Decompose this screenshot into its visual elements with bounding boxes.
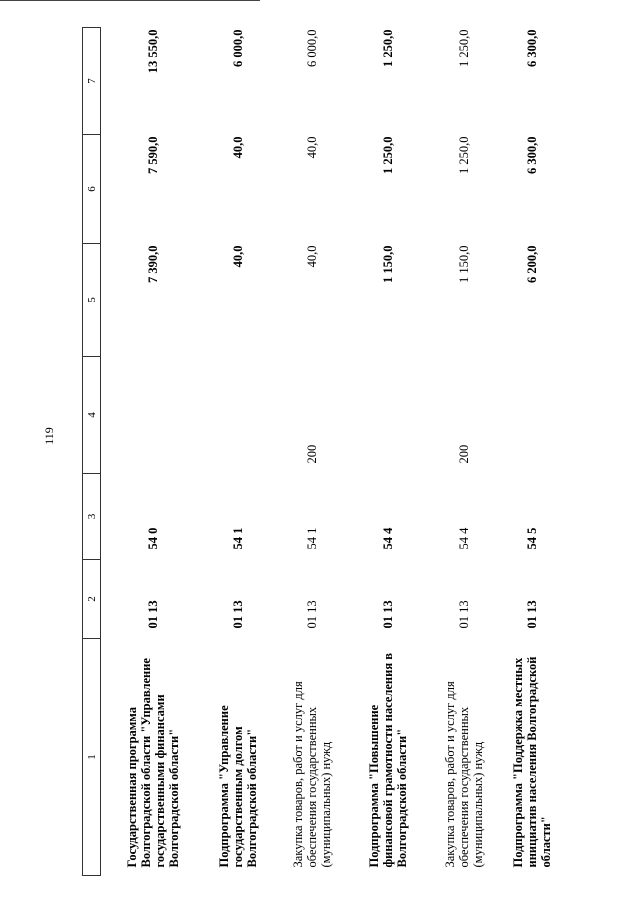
row-type [350,357,426,474]
row-value-7: 1 250,0 [457,29,471,67]
row-code: 54 4 [457,527,471,550]
row-section: 01 13 [146,600,160,629]
budget-table [82,27,562,876]
header-col-3: 3 [83,474,101,560]
top-rule [0,0,260,1]
row-type: 200 [305,444,319,464]
row-value-6: 40,0 [305,136,319,159]
header-col-1: 1 [83,639,101,876]
row-name: Подпрограмма "Поддержка местных инициатив населения Волгоградской области" [511,656,553,868]
row-value-5: 1 150,0 [457,245,471,283]
row-code: 54 5 [525,527,539,550]
row-section: 01 13 [230,600,245,629]
row-value-5: 40,0 [230,245,245,268]
row-section: 01 13 [525,600,539,629]
header-col-7: 7 [83,28,101,135]
row-code: 54 4 [381,527,395,550]
row-name: Подпрограмма "Повышение финансовой грамотности населения в Волгоградской области" [367,653,409,868]
header-col-6: 6 [83,135,101,244]
row-value-7: 13 550,0 [146,29,160,74]
row-code: 54 0 [146,527,160,550]
row-type [502,357,562,474]
row-type [201,357,274,474]
row-section: 01 13 [305,600,319,629]
table-row [274,28,350,876]
row-value-5: 1 150,0 [381,245,395,283]
row-code: 54 1 [230,527,245,550]
row-name: Закупка товаров, работ и услуг для обеспечения государственных (муниципальных) нужд [291,681,333,868]
row-value-7: 6 000,0 [230,29,245,67]
row-value-5: 40,0 [305,245,319,268]
row-value-7: 6 000,0 [305,29,319,67]
table-row [426,28,502,876]
table-row [502,28,562,876]
row-value-6: 7 590,0 [146,136,160,174]
row-value-7: 6 300,0 [525,29,539,67]
row-section: 01 13 [457,600,471,629]
table-row [350,28,426,876]
header-col-5: 5 [83,244,101,357]
table-row [101,28,202,876]
row-name: Государственная программа Волгоградской области "Управление государственными финансами Волгоградской области" [125,658,181,868]
row-value-6: 1 250,0 [381,136,395,174]
row-section: 01 13 [381,600,395,629]
table-row [201,28,274,876]
header-row [83,28,101,876]
row-value-6: 40,0 [230,136,245,159]
row-name: Подпрограмма "Управление государственным долгом Волгоградской области" [216,705,259,868]
row-value-6: 1 250,0 [457,136,471,174]
page-number: 119 [41,427,56,445]
row-value-7: 1 250,0 [381,29,395,67]
row-name: Закупка товаров, работ и услуг для обеспечения государственных (муниципальных) нужд [443,681,485,868]
header-col-2: 2 [83,560,101,639]
row-type [101,357,202,474]
budget-table-rotated [82,28,602,876]
row-value-5: 6 200,0 [525,245,539,283]
header-col-4: 4 [83,357,101,474]
row-value-5: 7 390,0 [146,245,160,283]
row-type: 200 [457,444,471,464]
row-code: 54 1 [305,527,319,550]
row-value-6: 6 300,0 [525,136,539,174]
